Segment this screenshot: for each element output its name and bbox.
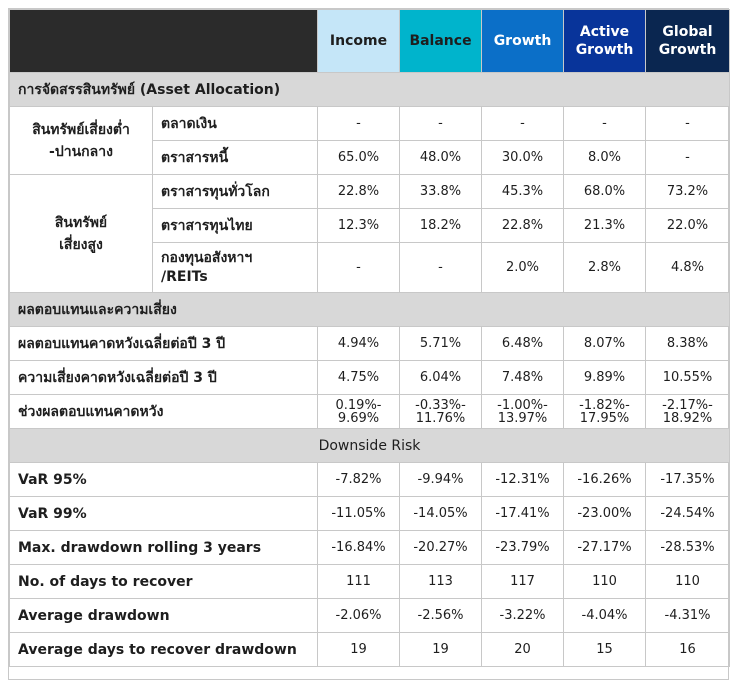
row-label: Average days to recover drawdown bbox=[10, 633, 318, 667]
table-cell: -14.05% bbox=[400, 497, 482, 531]
table-cell: 6.48% bbox=[482, 327, 564, 361]
section-title: ผลตอบแทนและความเสี่ยง bbox=[10, 293, 730, 327]
section-title: Downside Risk bbox=[10, 429, 730, 463]
table-cell: -1.00%-13.97% bbox=[482, 395, 564, 429]
table-cell: 68.0% bbox=[564, 175, 646, 209]
table-cell: -4.31% bbox=[646, 599, 730, 633]
row-label: ตราสารหนี้ bbox=[153, 141, 318, 175]
table-cell: 20 bbox=[482, 633, 564, 667]
table-cell: 30.0% bbox=[482, 141, 564, 175]
table-cell: 7.48% bbox=[482, 361, 564, 395]
column-header-active-growth: Active Growth bbox=[564, 10, 646, 73]
table-cell: -16.84% bbox=[318, 531, 400, 565]
table-row bbox=[10, 531, 730, 565]
table-cell: 19 bbox=[318, 633, 400, 667]
table-cell: -3.22% bbox=[482, 599, 564, 633]
table-cell: -28.53% bbox=[646, 531, 730, 565]
table-cell: - bbox=[482, 107, 564, 141]
row-label: No. of days to recover bbox=[10, 565, 318, 599]
table-row bbox=[10, 395, 730, 429]
table-cell: 22.8% bbox=[482, 209, 564, 243]
row-label: ผลตอบแทนคาดหวังเฉลี่ยต่อปี 3 ปี bbox=[10, 327, 318, 361]
table-row bbox=[10, 565, 730, 599]
table-cell: 16 bbox=[646, 633, 730, 667]
section-downside-risk bbox=[10, 429, 730, 463]
table-cell: 45.3% bbox=[482, 175, 564, 209]
row-label: Average drawdown bbox=[10, 599, 318, 633]
row-label: ตราสารทุนทั่วโลก bbox=[153, 175, 318, 209]
table-cell: 6.04% bbox=[400, 361, 482, 395]
table-cell: 18.2% bbox=[400, 209, 482, 243]
table-row bbox=[10, 361, 730, 395]
table-cell: -24.54% bbox=[646, 497, 730, 531]
table-cell: - bbox=[564, 107, 646, 141]
table-cell: 117 bbox=[482, 565, 564, 599]
table-cell: 19 bbox=[400, 633, 482, 667]
table-cell: 4.75% bbox=[318, 361, 400, 395]
table-cell: 110 bbox=[564, 565, 646, 599]
table-cell: 110 bbox=[646, 565, 730, 599]
row-label: Max. drawdown rolling 3 years bbox=[10, 531, 318, 565]
table-cell: 8.0% bbox=[564, 141, 646, 175]
table-cell: -23.79% bbox=[482, 531, 564, 565]
table-cell: -27.17% bbox=[564, 531, 646, 565]
table-cell: 4.8% bbox=[646, 243, 730, 293]
table-cell: -11.05% bbox=[318, 497, 400, 531]
row-label: ความเสี่ยงคาดหวังเฉลี่ยต่อปี 3 ปี bbox=[10, 361, 318, 395]
table-cell: 9.89% bbox=[564, 361, 646, 395]
table-cell: -23.00% bbox=[564, 497, 646, 531]
column-header-growth: Growth bbox=[482, 10, 564, 73]
table-cell: - bbox=[646, 107, 730, 141]
portfolio-comparison-table bbox=[9, 9, 730, 667]
table-cell: 8.07% bbox=[564, 327, 646, 361]
table-cell: 2.8% bbox=[564, 243, 646, 293]
table-row bbox=[10, 327, 730, 361]
table-row bbox=[10, 497, 730, 531]
table-cell: -12.31% bbox=[482, 463, 564, 497]
table-row bbox=[10, 463, 730, 497]
table-cell: -0.33%-11.76% bbox=[400, 395, 482, 429]
table-cell: 10.55% bbox=[646, 361, 730, 395]
table-cell: -16.26% bbox=[564, 463, 646, 497]
table-cell: 12.3% bbox=[318, 209, 400, 243]
table-cell: - bbox=[646, 141, 730, 175]
row-label: ตลาดเงิน bbox=[153, 107, 318, 141]
table-cell: - bbox=[400, 243, 482, 293]
section-return-risk bbox=[10, 293, 730, 327]
table-cell: 22.8% bbox=[318, 175, 400, 209]
row-label: VaR 99% bbox=[10, 497, 318, 531]
section-asset-allocation bbox=[10, 73, 730, 107]
table-cell: 5.71% bbox=[400, 327, 482, 361]
table-cell: -4.04% bbox=[564, 599, 646, 633]
table-row bbox=[10, 175, 730, 209]
table-cell: -2.56% bbox=[400, 599, 482, 633]
table-cell: 33.8% bbox=[400, 175, 482, 209]
table-row bbox=[10, 633, 730, 667]
table-cell: -7.82% bbox=[318, 463, 400, 497]
comparison-table-frame bbox=[8, 8, 729, 680]
table-cell: -2.06% bbox=[318, 599, 400, 633]
table-cell: 113 bbox=[400, 565, 482, 599]
table-cell: 2.0% bbox=[482, 243, 564, 293]
table-cell: -17.41% bbox=[482, 497, 564, 531]
header-row bbox=[10, 10, 730, 73]
table-cell: - bbox=[318, 243, 400, 293]
row-label: ช่วงผลตอบแทนคาดหวัง bbox=[10, 395, 318, 429]
table-cell: -1.82%-17.95% bbox=[564, 395, 646, 429]
table-cell: 48.0% bbox=[400, 141, 482, 175]
column-header-income: Income bbox=[318, 10, 400, 73]
table-cell: -2.17%-18.92% bbox=[646, 395, 730, 429]
header-blank-cell bbox=[10, 10, 318, 73]
table-cell: 8.38% bbox=[646, 327, 730, 361]
group-label-low-mid-risk: สินทรัพย์เสี่ยงต่ำ -ปานกลาง bbox=[10, 107, 153, 175]
table-cell: 73.2% bbox=[646, 175, 730, 209]
table-row bbox=[10, 599, 730, 633]
table-row bbox=[10, 107, 730, 141]
table-cell: - bbox=[318, 107, 400, 141]
table-cell: - bbox=[400, 107, 482, 141]
row-label: VaR 95% bbox=[10, 463, 318, 497]
table-cell: 65.0% bbox=[318, 141, 400, 175]
table-cell: 21.3% bbox=[564, 209, 646, 243]
row-label: กองทุนอสังหาฯ /REITs bbox=[153, 243, 318, 293]
row-label: ตราสารทุนไทย bbox=[153, 209, 318, 243]
table-cell: 22.0% bbox=[646, 209, 730, 243]
column-header-balance: Balance bbox=[400, 10, 482, 73]
table-cell: 15 bbox=[564, 633, 646, 667]
column-header-global-growth: Global Growth bbox=[646, 10, 730, 73]
section-title: การจัดสรรสินทรัพย์ (Asset Allocation) bbox=[10, 73, 730, 107]
table-cell: 111 bbox=[318, 565, 400, 599]
table-cell: -17.35% bbox=[646, 463, 730, 497]
table-cell: -20.27% bbox=[400, 531, 482, 565]
table-cell: -9.94% bbox=[400, 463, 482, 497]
group-label-high-risk: สินทรัพย์เสี่ยงสูง bbox=[10, 175, 153, 293]
table-cell: 4.94% bbox=[318, 327, 400, 361]
table-cell: 0.19%-9.69% bbox=[318, 395, 400, 429]
